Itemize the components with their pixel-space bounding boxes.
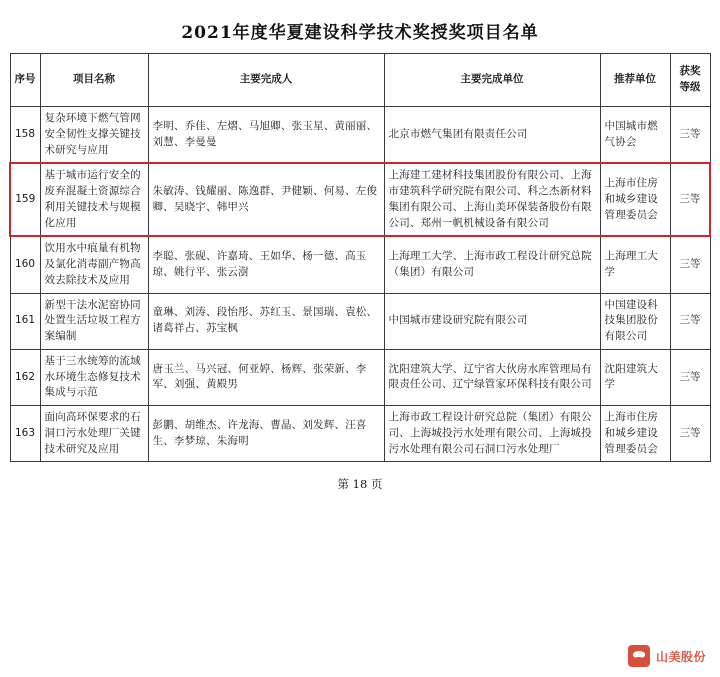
column-header-units: 主要完成单位 [384, 54, 600, 107]
cell-no: 160 [10, 236, 40, 293]
cell-no: 159 [10, 163, 40, 236]
cell-no: 162 [10, 349, 40, 405]
award-project-table [9, 53, 711, 462]
cell-grade: 三等 [670, 349, 710, 405]
cell-people: 唐玉兰、马兴冠、何亚婷、杨辉、张荣新、李军、刘强、黄殿男 [148, 349, 384, 405]
cell-people: 李聪、张砚、许嘉琦、王如华、杨一德、高玉琼、姚行平、张云澍 [148, 236, 384, 293]
cell-project: 饮用水中痕量有机物及氯化消毒副产物高效去除技术及应用 [40, 236, 148, 293]
cell-no: 161 [10, 293, 40, 349]
watermark [628, 645, 706, 667]
cell-recommender: 沈阳建筑大学 [600, 349, 670, 405]
cell-units: 上海建工建材科技集团股份有限公司、上海市建筑科学研究院有限公司、科之杰新材料集团有限公司、上海山美环保装备股份有限公司、郑州一帆机械设备有限公司 [384, 163, 600, 236]
cell-no: 158 [10, 107, 40, 164]
cell-project: 面向高环保要求的石洞口污水处理厂关键技术研究及应用 [40, 406, 148, 462]
wechat-account-logo-icon [628, 645, 650, 667]
cell-recommender: 上海市住房和城乡建设管理委员会 [600, 163, 670, 236]
column-header-grade: 获奖等级 [670, 54, 710, 107]
table-row [10, 293, 710, 349]
column-header-no: 序号 [10, 54, 40, 107]
cell-recommender: 上海理工大学 [600, 236, 670, 293]
table-row-highlighted [10, 163, 710, 236]
cell-no: 163 [10, 406, 40, 462]
cell-people: 朱敏涛、钱耀丽、陈逸群、尹健颖、何易、左俊卿、吴晓宇、韩甲兴 [148, 163, 384, 236]
cell-people: 童琳、刘涛、段怡彤、苏红玉、景国瑞、袁松、诸葛祥占、苏宝枫 [148, 293, 384, 349]
cell-grade: 三等 [670, 107, 710, 164]
table-row [10, 107, 710, 164]
page-title: 2021年度华夏建设科学技术奖授奖项目名单 [181, 23, 539, 43]
column-header-project: 项目名称 [40, 54, 148, 107]
cell-project: 基于三水统筹的流域水环境生态修复技术集成与示范 [40, 349, 148, 405]
column-header-people: 主要完成人 [148, 54, 384, 107]
table-row [10, 349, 710, 405]
table-header-row [10, 54, 710, 107]
cell-recommender: 中国城市燃气协会 [600, 107, 670, 164]
watermark-label: 山美股份 [655, 649, 706, 664]
table-row [10, 406, 710, 462]
cell-people: 彭鹏、胡维杰、许龙海、曹晶、刘发辉、汪喜生、李梦琼、朱海明 [148, 406, 384, 462]
table-body [10, 107, 710, 462]
page-number: 第 18 页 [337, 477, 383, 492]
cell-people: 李明、乔佳、左熠、马旭卿、张玉星、黄丽丽、刘慧、李曼曼 [148, 107, 384, 164]
cell-recommender: 中国建设科技集团股份有限公司 [600, 293, 670, 349]
cell-grade: 三等 [670, 406, 710, 462]
table-header [10, 54, 710, 107]
cell-grade: 三等 [670, 163, 710, 236]
cell-grade: 三等 [670, 236, 710, 293]
cell-grade: 三等 [670, 293, 710, 349]
cell-units: 北京市燃气集团有限责任公司 [384, 107, 600, 164]
cell-units: 沈阳建筑大学、辽宁省大伙房水库管理局有限责任公司、辽宁绿管家环保科技有限公司 [384, 349, 600, 405]
cell-units: 上海市政工程设计研究总院（集团）有限公司、上海城投污水处理有限公司、上海城投污水处理有限公司石洞口污水处理厂 [384, 406, 600, 462]
cell-project: 复杂环境下燃气管网安全韧性支撑关键技术研究与应用 [40, 107, 148, 164]
cell-recommender: 上海市住房和城乡建设管理委员会 [600, 406, 670, 462]
cell-project: 新型干法水泥窑协同处置生活垃圾工程方案编制 [40, 293, 148, 349]
cell-units: 中国城市建设研究院有限公司 [384, 293, 600, 349]
table-row [10, 236, 710, 293]
cell-project: 基于城市运行安全的废弃混凝土资源综合利用关键技术与规模化应用 [40, 163, 148, 236]
column-header-recommender: 推荐单位 [600, 54, 670, 107]
cell-units: 上海理工大学、上海市政工程设计研究总院（集团）有限公司 [384, 236, 600, 293]
